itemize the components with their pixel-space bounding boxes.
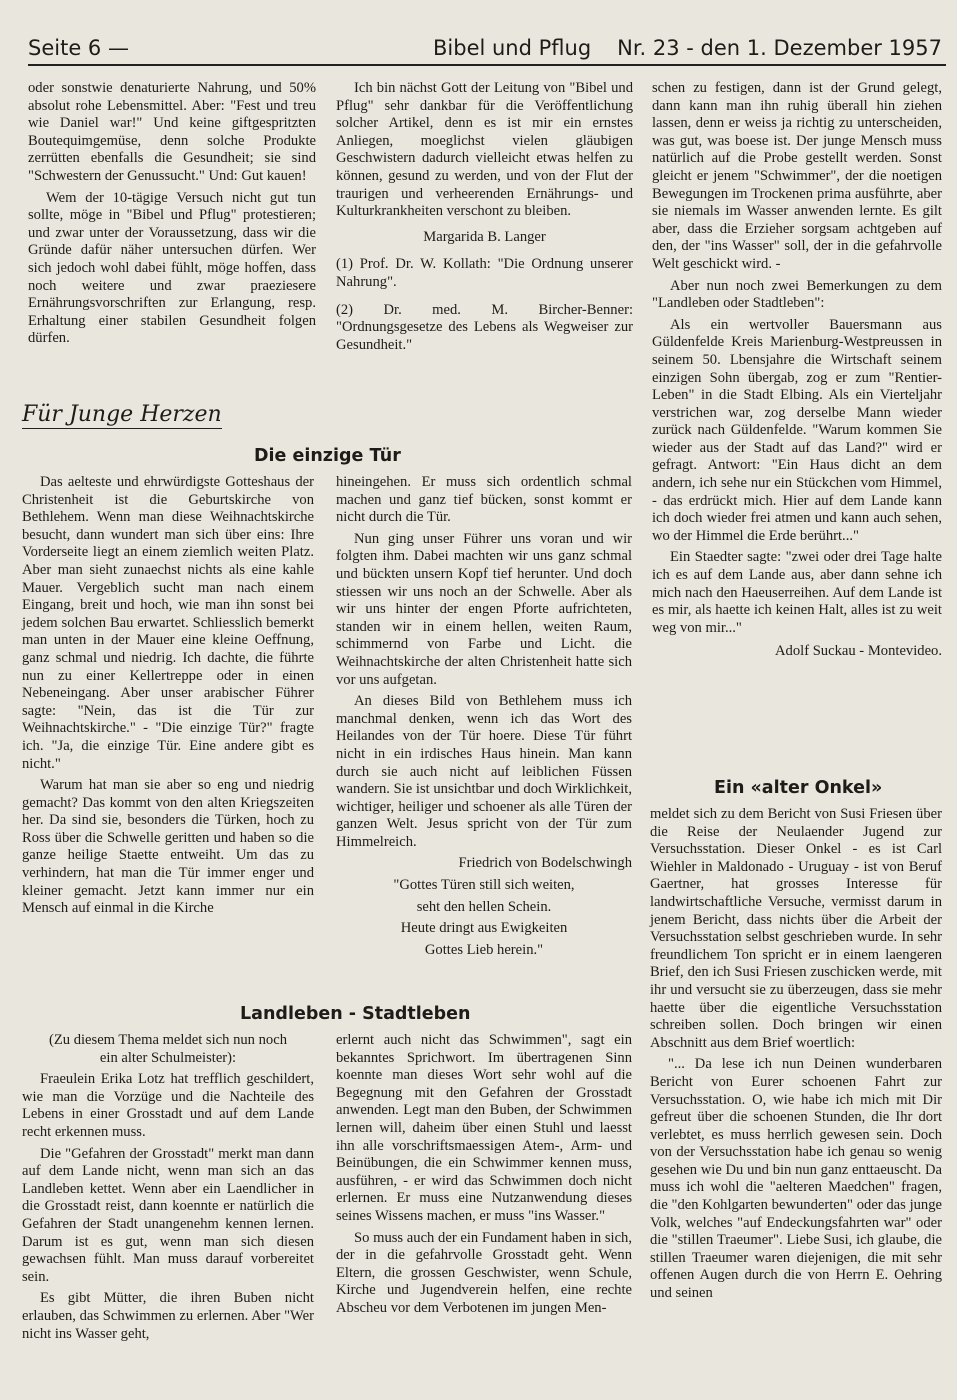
poem-line: "Gottes Türen still sich weiten, — [393, 877, 575, 894]
newspaper-title: Bibel und Pflug — [433, 36, 592, 60]
paragraph: Aber nun noch zwei Bemerkungen zu dem "Landleben oder Stadtleben": — [652, 277, 942, 312]
article-title: Ein «alter Onkel» — [714, 778, 883, 798]
paragraph: Die "Gefahren der Grosstadt" merkt man dann auf dem Lande nicht, wenn man sich an das Landleben kettet. Wenn aber ein Laendlicher in die Grosstadt reist, dann koennte er natürlich die Gefahren der Stadt unangenehm kennen lernen. Darum ist es gut, wenn man sich diesen gewachsen fühlt. Man muss darauf vorbereitet sein. — [22, 1145, 314, 1285]
paragraph: hineingehen. Er muss sich ordentlich schmal machen und ganz tief bücken, sonst kommt er nicht durch die Tür. — [336, 474, 632, 526]
article-title: Die einzige Tür — [254, 446, 401, 466]
land-column-1 — [22, 1032, 314, 1347]
poem-line: seht den hellen Schein. — [416, 898, 552, 915]
paragraph: Warum hat man sie aber so eng und niedrig gemacht? Das kommt von den alten Kriegszeiten her. Da sind sie, besonders die Türken, hoch zu Ross über die Schwelle geritten und haben so die ganze heilige Staette entweiht. Um das zu verhindern, hat man die Tür immer enger und kleiner gemacht. Jetzt kann immer nur ein Mensch auf einmal in die Kirche — [22, 777, 314, 917]
reference-2: (2) Dr. med. M. Bircher-Benner: "Ordnungsgesetze des Lebens als Wegweiser zur Gesundheit." — [336, 301, 633, 353]
article-title: Landleben - Stadtleben — [240, 1004, 471, 1024]
page-number: Seite 6 — — [28, 36, 129, 60]
author-signature: Friedrich von Bodelschwingh — [458, 855, 632, 872]
top-column-2 — [336, 80, 633, 358]
paragraph: schen zu festigen, dann ist der Grund gelegt, dann kann man ihn ruhig überall hin ziehen lassen, denn er weiss ja richtig zu unterscheiden, was gut, was boese ist. Der junge Mensch muss natürlich auf die Probe gestellt werden. Sonst gleicht er jenem "Schwimmer", der die noetigen Bewegungen im Trockenen prima ausführte, aber sie niemals im Wasser anwenden lernte. Es gilt aber, dass die Erzieher sorgsam achtgeben auf den, der "ins Wasser" soll, der in die gefahrvolle Welt geschickt wird. - — [652, 80, 942, 272]
top-column-1 — [28, 80, 316, 352]
paragraph: Es gibt Mütter, die ihren Buben nicht erlauben, das Schwimmen zu erlernen. Aber "Wer nicht ins Wasser geht, — [22, 1290, 314, 1342]
paragraph: Fraeulein Erika Lotz hat trefflich geschildert, wie man die Vorzüge und die Nachteile des Lebens in einer Grosstadt und auf dem Lande recht erkennen muss. — [22, 1071, 314, 1140]
paragraph: oder sonstwie denaturierte Nahrung, und 50% absolut rohe Lebensmittel. Aber: "Fest und treu wie Daniel war!" Und keine giftgespritzten Boutequimgemüse, denn solche Produkte zerrütten ebenfalls die Gesundheit; sie sind "Schwestern der Genussucht." Und: Gut kauen! — [28, 80, 316, 184]
tuer-column-2 — [336, 474, 632, 963]
paragraph: Wem der 10-tägige Versuch nicht gut tun sollte, möge in "Bibel und Pflug" protestieren; und zwar unter der Voraussetzung, dass wir die Gründe dafür näher untersuchen dürfen. Wer sich jedoch wohl dabei fühlt, möge hoffen, dass noch weitere und zwar praeziesere Ernährungsvorschriften zur Erlangung, resp. Erhaltung einer stabilen Gesundheit folgen dürfen. — [28, 189, 316, 347]
paragraph: Ich bin nächst Gott der Leitung von "Bibel und Pflug" sehr dankbar für die Veröffentlichung solcher Artikel, denn es ist mir ein ernstes Anliegen, moeglichst vielen gläubigen Geschwistern dadurch vielleicht etwas helfen zu können, gesund zu werden, und von der Flut der traurigen und verheerenden Ernährungs- und Kulturkrankheiten verschont zu bleiben. — [336, 80, 633, 220]
top-column-3 — [652, 80, 942, 665]
paragraph: Nun ging unser Führer uns voran und wir folgten ihm. Dabei machten wir uns ganz schmal und bückten unsern Kopf tief herunter. Und doch stiessen wir uns noch an der Schwelle. Aber als wir uns hinter der engen Pforte aufrichteten, standen wir in einem hellen, weiten Raum, schimmernd von Farbe und Licht. die Weihnachtskirche der alten Christenheit hatte sich vor uns aufgetan. — [336, 530, 632, 688]
article-intro: (Zu diesem Thema meldet sich nun noch ein alter Schulmeister): — [48, 1032, 288, 1066]
paragraph: meldet sich zu dem Bericht von Susi Friesen über die Reise der Neulaender Jugend zur Versuchsstation. Dieser Onkel - es ist Carl Wiehler in Maldonado - Uruguay - ist von Beruf Gaertner, hat grosses Interesse für landwirtschaftliche Versuche, vermisst darum in jenem Bericht, dass nichts über die Arbeit der Versuchsstation selbst geschrieben wurde. In sehr freundlichem Ton spricht er in einem laengeren Brief, den ich Susi Friesen zuschicken werde, mit ihr und versucht sie zu überzeugen, dass sie mehr haette über die eigentliche Versuchsstation schreiben sollen. Doch bringen wir einen Abschnitt aus dem Brief woertlich: — [650, 806, 942, 1051]
paragraph: Ein Staedter sagte: "zwei oder drei Tage halte ich es auf dem Lande aus, aber dann sehne ich mich nach den Haeuserreihen. Auf dem Lande ist es mir, als haette ich keinen Halt, alles ist zu weit weg von mir..." — [652, 549, 942, 636]
page-header — [28, 36, 946, 64]
paragraph: An dieses Bild von Bethlehem muss ich manchmal denken, wenn ich das Wort des Heilandes von der Tür hoere. Diese Tür führt nicht in ein irdisches Haus hinein. Man kann durch sie auch nicht auf leiblichen Füssen wandern. Sie ist unsichtbar und doch Wirklichkeit, wichtiger, heiliger und schoener als alle Türen der ganzen Welt. Jesus spricht von der Tür zum Himmelreich. — [336, 693, 632, 850]
poem-line: Gottes Lieb herein." — [424, 941, 544, 958]
onkel-column — [650, 806, 942, 1307]
reference-1: (1) Prof. Dr. W. Kollath: "Die Ordnung unserer Nahrung". — [336, 256, 633, 290]
tuer-column-1 — [22, 474, 314, 922]
paragraph: Das aelteste und ehrwürdigste Gotteshaus der Christenheit ist die Geburtskirche von Bethlehem. Wenn man diese Weihnachtskirche besucht, dann wundert man sich über eins: Ihre Vorderseite liegt an einem ziemlich weiten Platz. Aber man sieht zunaechst nichts als eine kahle Mauer. Vergeblich sucht man nach einem Eingang, breit und hoch, wie man ihn sonst bei jedem solchen Bau erwartet. Schliesslich bemerkt man unten in der Mauer eine kleine Oeffnung, ganz schmal und niedrig. Ich dachte, die führte nun zu einer Kellertreppe oder in einen Nebeneingang. Aber unser arabischer Führer sagte: "Nein, das ist die Tür zur Weihnachtskirche." - "Die einzige Tür?" fragte ich. "Ja, die einzige Tür. Eine andere gibt es nicht." — [22, 474, 314, 772]
author-signature: Margarida B. Langer — [423, 228, 546, 245]
paragraph: Als ein wertvoller Bauersmann aus Güldenfelde Kreis Marienburg-Westpreussen in seinem 50. Lbensjahre die Wirtschaft seinem einzigen Sohn übergab, zog er zum "Rentier-Leben" in die Stadt Elbing. Als ein Vierteljahr verstrichen war, zog derselbe Mann wieder zurück nach Güldenfelde. "Warum kommen Sie wieder aus der Stadt auf das Land?" wird er gefragt. Antwort: "Ein Haus dicht an dem andern, ich sehe nur ein Stückchen vom Himmel, - das erdrückt mich. Hier auf dem Lande kann ich doch wieder frei atmen und kann auch sehen, wo der Himmel die Erde berührt..." — [652, 316, 942, 544]
section-heading: Für Junge Herzen — [22, 402, 222, 427]
header-rule — [28, 64, 946, 66]
paragraph: So muss auch der ein Fundament haben in sich, der in die gefahrvolle Grosstadt geht. Wenn Eltern, die grossen Geschwister, wenn Schule, Kirche und Jugendverein helfen, eine rechte Abscheu vor dem Verbotenen im jungen Men- — [336, 1229, 632, 1316]
issue-date: Nr. 23 - den 1. Dezember 1957 — [617, 36, 942, 60]
land-column-2 — [336, 1032, 632, 1322]
poem-line: Heute dringt aus Ewigkeiten — [400, 920, 568, 937]
author-signature: Adolf Suckau - Montevideo. — [775, 643, 942, 660]
paragraph: erlernt auch nicht das Schwimmen", sagt ein bekanntes Sprichwort. Im übertragenen Sinn koennte man dieses Wort sehr wohl auf die Begegnung mit den Gefahren der Grosstadt anwenden. Legt man den Buben, der Schwimmen lernen will, daheim über einen Stuhl und laesst ihn alle vorschriftsmaessigen Atem-, Arm- und Beinübungen, die ein Schwimmer kennen muss, ausführen, - er wird das Schwimmen doch nicht erlernen. Er muss eine Nutzanwendung dieses seines Wissens machen, er muss "ins Wasser." — [336, 1032, 632, 1224]
paragraph: "... Da lese ich nun Deinen wunderbaren Bericht von Eurer schoenen Fahrt zur Versuchsstation. O, wie habe ich mich mit Dir gefreut über die schoenen Stunden, die Ihr dort verlebtet, es muss herrlich gewesen sein. Doch von der Versuchsstation habe ich genau so wenig gesehen wie Du und bin nun ganz enttaeuscht. Da muss ich wohl die "aelteren Maedchen" fragen, die "den Kohlgarten bewunderten" oder das junge Volk, welches "auf Endeckungsfahrten war" oder die "stillen Traeumer". Liebe Susi, ich glaube, die stillen Traeumer waren diejenigen, die mit sehr offenen Augen durch die von Herrn E. Oehring und seinen — [650, 1056, 942, 1302]
